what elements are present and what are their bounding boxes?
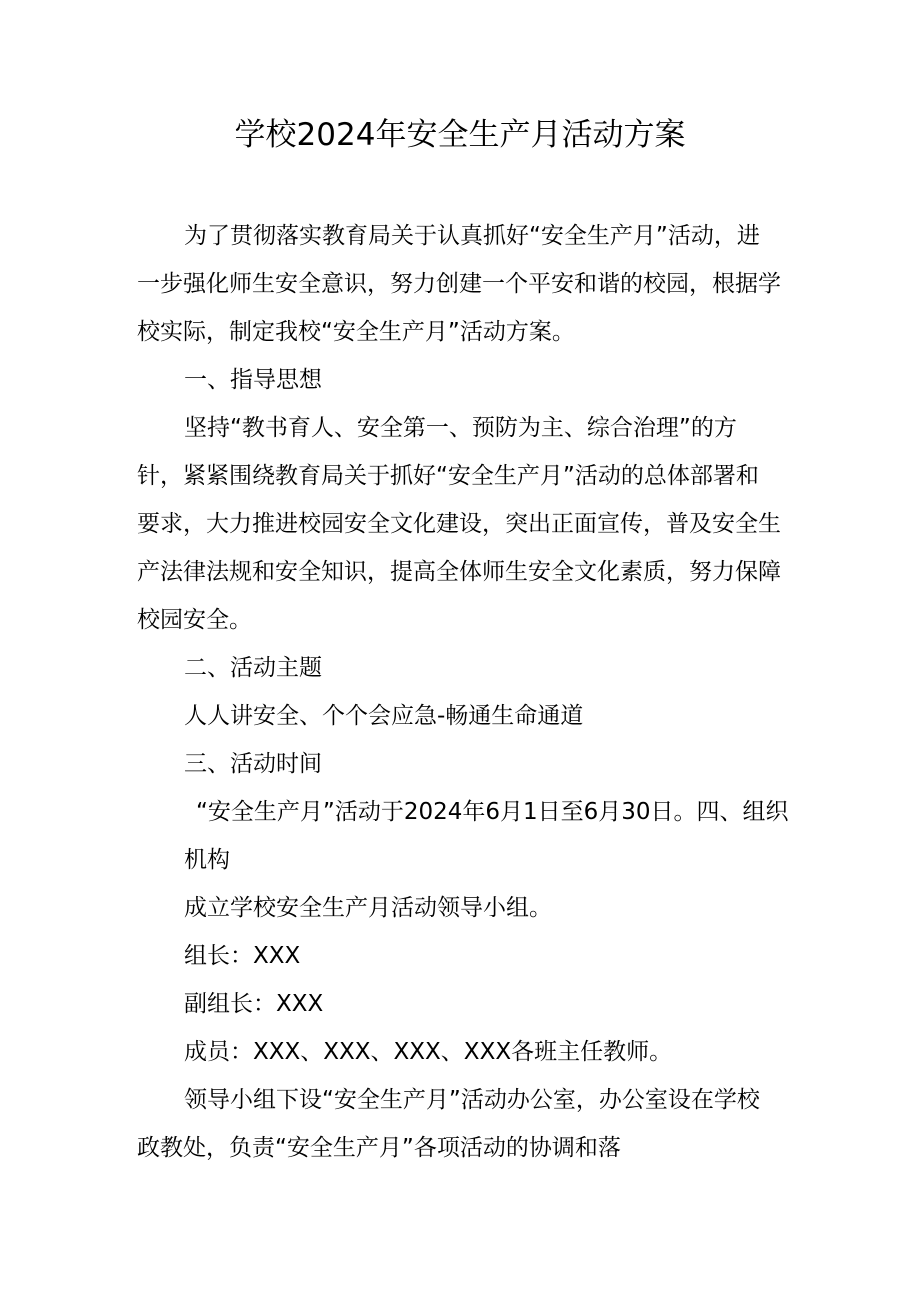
paragraph-line: 领导小组下设“安全生产月”活动办公室，办公室设在学校	[184, 1087, 760, 1113]
paragraph-line: 成立学校安全生产月活动领导小组。	[184, 895, 552, 921]
paragraph-line: 为了贯彻落实教育局关于认真抓好“安全生产月”活动，进	[184, 223, 760, 249]
document-title: 学校2024年安全生产月活动方案	[234, 117, 686, 153]
section-heading: 三、活动时间	[184, 751, 322, 777]
paragraph-line: 校实际，制定我校“安全生产月”活动方案。	[137, 319, 575, 345]
section-heading: 一、指导思想	[184, 367, 322, 393]
paragraph-line: 校园安全。	[137, 607, 252, 633]
paragraph-line: “安全生产月”活动于2024年6月1日至6月30日。四、组织	[196, 799, 789, 825]
paragraph-line: 一步强化师生安全意识，努力创建一个平安和谐的校园，根据学	[137, 271, 781, 297]
paragraph-line: 针，紧紧围绕教育局关于抓好“安全生产月”活动的总体部署和	[137, 463, 759, 489]
section-heading: 二、活动主题	[184, 655, 322, 681]
paragraph-line: 成员：XXX、XXX、XXX、XXX各班主任教师。	[184, 1039, 673, 1065]
paragraph-line: 产法律法规和安全知识，提高全体师生安全文化素质，努力保障	[137, 559, 781, 585]
paragraph-line: 机构	[184, 847, 230, 873]
paragraph-line: 组长：XXX	[184, 943, 301, 969]
paragraph-line: 副组长：XXX	[184, 991, 324, 1017]
paragraph-line: 政教处，负责“安全生产月”各项活动的协调和落	[137, 1135, 621, 1161]
paragraph-line: 人人讲安全、个个会应急-畅通生命通道	[184, 703, 584, 729]
paragraph-line: 坚持“教书育人、安全第一、预防为主、综合治理”的方	[184, 415, 737, 441]
paragraph-line: 要求，大力推进校园安全文化建设，突出正面宣传，普及安全生	[137, 511, 781, 537]
